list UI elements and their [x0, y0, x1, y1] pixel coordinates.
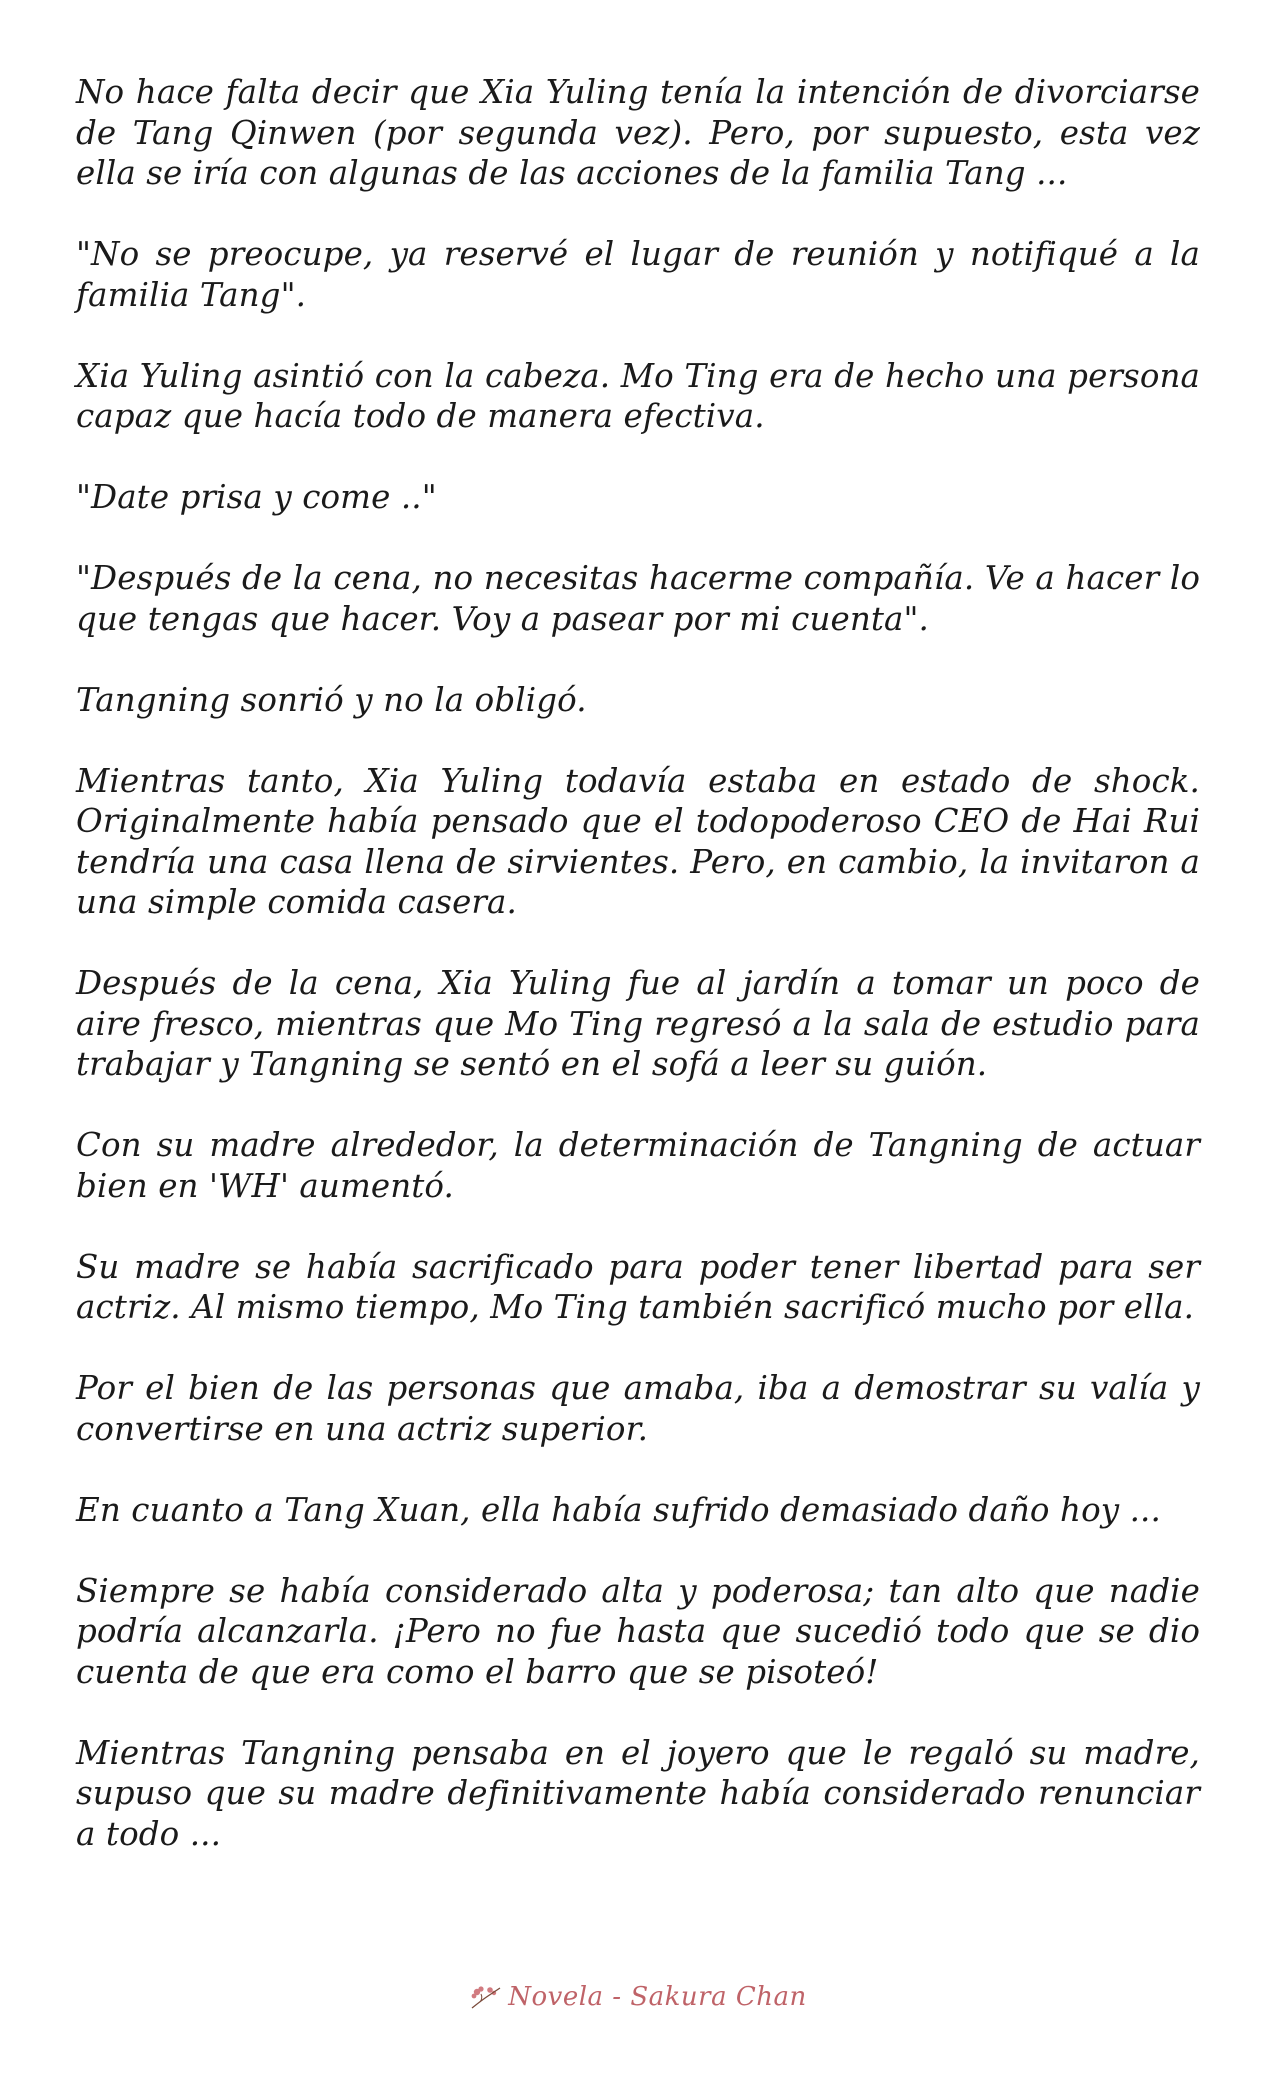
paragraph: "Después de la cena, no necesitas hacerme compañía. Ve a hacer lo que tengas que hacer. Voy a pasear por mi cuenta". — [76, 559, 1200, 638]
paragraph: Tangning sonrió y no la obligó. — [76, 680, 587, 719]
paragraph: En cuanto a Tang Xuan, ella había sufrido demasiado daño hoy ... — [76, 1490, 1161, 1529]
paragraph: Por el bien de las personas que amaba, iba a demostrar su valía y convertirse en una actriz superior. — [76, 1369, 1200, 1448]
paragraph: Siempre se había considerado alta y poderosa; tan alto que nadie podría alcanzarla. ¡Pero no fue hasta que sucedió todo que se dio cuenta de que era como el barro que se pisoteó! — [76, 1571, 1200, 1691]
paragraph: "Date prisa y come .." — [76, 478, 437, 516]
paragraph: "No se preocupe, ya reservé el lugar de reunión y notifiqué a la familia Tang". — [76, 235, 1200, 314]
paragraph: No hace falta decir que Xia Yuling tenía la intención de divorciarse de Tang Qinwen (por segunda vez). Pero, por supuesto, esta vez ella se iría con algunas de las acciones de la familia Tang ... — [76, 73, 1200, 192]
footer-watermark-inner — [468, 1982, 807, 2012]
document-body — [76, 72, 1200, 1895]
paragraph: Con su madre alrededor, la determinación de Tangning de actuar bien en 'WH' aumentó. — [76, 1126, 1200, 1205]
sakura-icon — [468, 1982, 502, 2012]
paragraph: Mientras Tangning pensaba en el joyero que le regaló su madre, supuso que su madre definitivamente había considerado renunciar a todo ... — [76, 1733, 1200, 1853]
paragraph: Xia Yuling asintió con la cabeza. Mo Ting era de hecho una persona capaz que hacía todo de manera efectiva. — [76, 356, 1200, 435]
paragraph: Su madre se había sacrificado para poder tener libertad para ser actriz. Al mismo tiempo, Mo Ting también sacrificó mucho por ella. — [76, 1247, 1200, 1326]
footer-text: Novela - Sakura Chan — [508, 1982, 807, 2012]
paragraph: Mientras tanto, Xia Yuling todavía estaba en estado de shock. Originalmente había pensado que el todopoderoso CEO de Hai Rui tendría una casa llena de sirvientes. Pero, en cambio, la invitaron a una simple comida casera. — [76, 761, 1200, 921]
paragraph: Después de la cena, Xia Yuling fue al jardín a tomar un poco de aire fresco, mientras que Mo Ting regresó a la sala de estudio para trabajar y Tangning se sentó en el sofá a leer su guión. — [76, 964, 1200, 1083]
footer-watermark — [0, 1982, 1275, 2017]
